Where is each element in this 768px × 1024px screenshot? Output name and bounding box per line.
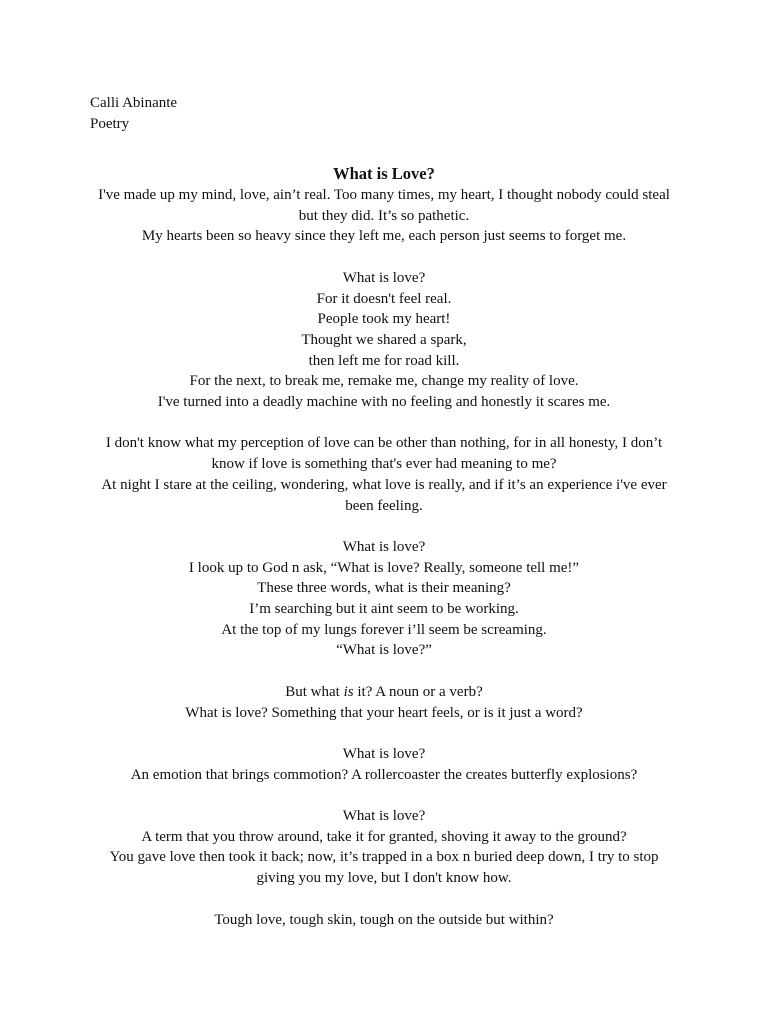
poem-body — [90, 185, 678, 951]
poem-line: What is love? — [342, 538, 426, 555]
poem-line: “What is love?” — [336, 642, 432, 659]
poem-line: What is love? — [342, 269, 426, 286]
stanza-6 — [90, 744, 678, 785]
poem-line: My hearts been so heavy since they left me, each person just seems to forget me. — [141, 228, 627, 245]
poem-line: I don't know what my perception of love can be other than nothing, for in all honesty, I don’t know if love is something that's ever had meaning to me? — [105, 435, 663, 473]
poem-line: Tough love, tough skin, tough on the outside but within? — [214, 911, 554, 928]
stanza-4 — [90, 537, 678, 661]
stanza-2 — [90, 268, 678, 413]
poem-title: What is Love? — [333, 164, 435, 183]
poem-line: What is love? — [342, 745, 426, 762]
stanza-8 — [90, 910, 678, 931]
poem-line: I've turned into a deadly machine with no feeling and honestly it scares me. — [157, 394, 611, 411]
poem-line: An emotion that brings commotion? A rollercoaster the creates butterfly explosions? — [130, 766, 638, 783]
poem-line: At night I stare at the ceiling, wondering, what love is really, and if it’s an experience i've ever been feeling. — [101, 476, 667, 514]
poem-line-with-emphasis: But what is it? A noun or a verb? — [285, 683, 483, 700]
poem-line: For the next, to break me, remake me, change my reality of love. — [189, 373, 579, 390]
emphasized-word: is — [343, 683, 354, 700]
poem-line: A term that you throw around, take it for granted, shoving it away to the ground? — [141, 828, 627, 845]
poem-line: then left me for road kill. — [308, 352, 460, 369]
poem-line: You gave love then took it back; now, it’s trapped in a box n buried deep down, I try to stop giving you my love, but I don't know how. — [109, 849, 659, 887]
stanza-7 — [90, 806, 678, 889]
stanza-3 — [90, 433, 678, 516]
stanza-5 — [90, 682, 678, 723]
poem-line: These three words, what is their meaning? — [257, 580, 511, 597]
author-name: Calli Abinante — [90, 95, 178, 111]
poem-line: For it doesn't feel real. — [316, 290, 452, 307]
genre-label: Poetry — [90, 116, 130, 132]
poem-line: What is love? Something that your heart feels, or is it just a word? — [185, 704, 583, 721]
poem-line: I’m searching but it aint seem to be working. — [249, 601, 519, 618]
poem-line: Thought we shared a spark, — [301, 331, 467, 348]
poem-line: At the top of my lungs forever i’ll seem be screaming. — [221, 621, 547, 638]
poem-line: People took my heart! — [317, 311, 451, 328]
poem-line: What is love? — [342, 808, 426, 824]
stanza-1 — [90, 185, 678, 247]
poem-line: I've made up my mind, love, ain’t real. Too many times, my heart, I thought nobody could steal but they did. It’s so pathetic. — [98, 187, 670, 224]
poem-line: I look up to God n ask, “What is love? Really, someone tell me!” — [188, 559, 580, 576]
document-header — [90, 93, 177, 135]
